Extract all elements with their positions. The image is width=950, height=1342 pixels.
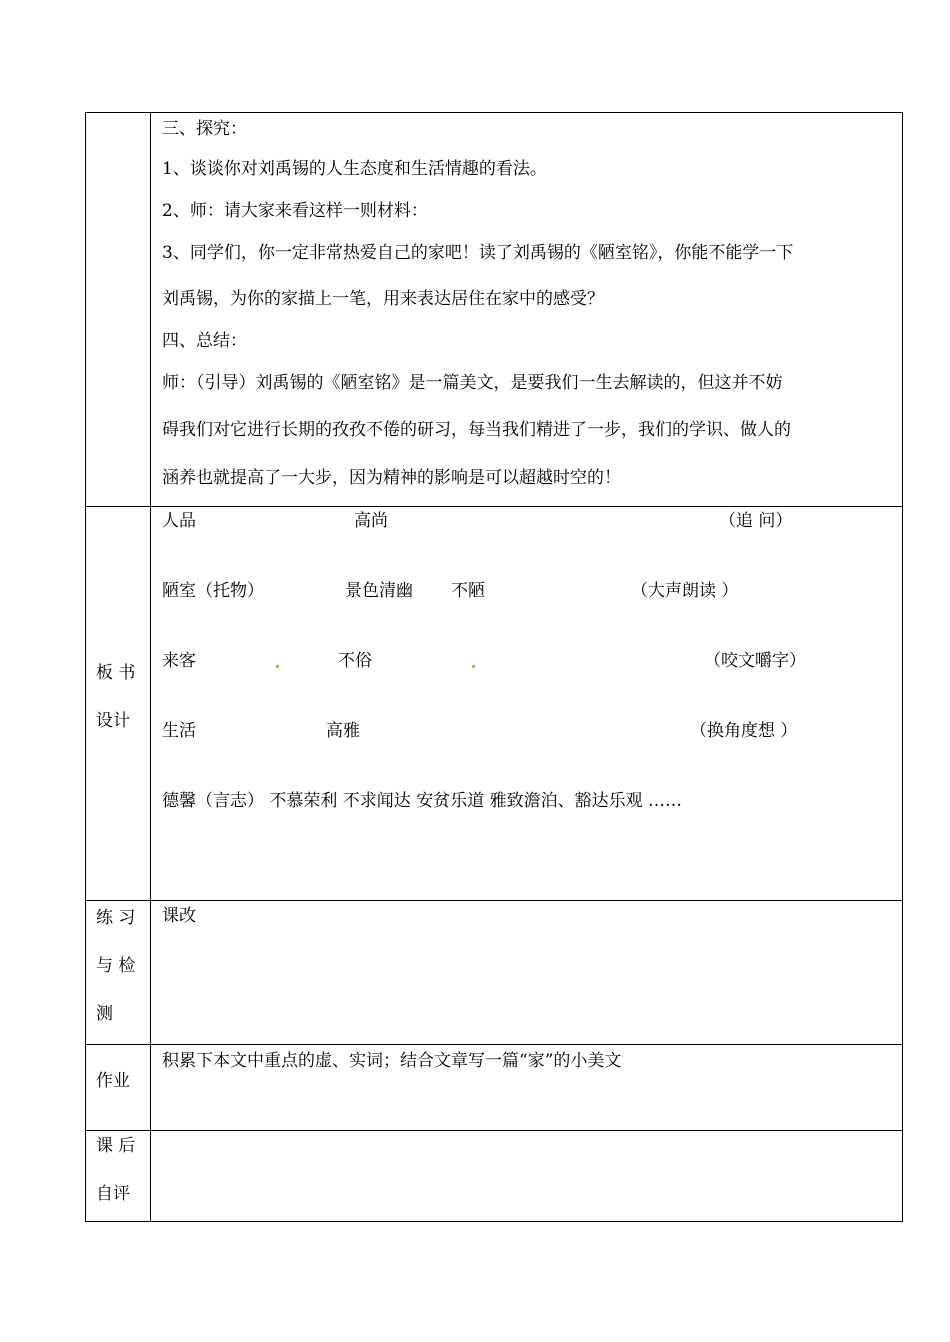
board-row-1-method: （追 问） xyxy=(719,511,793,531)
board-row-3-term: 来客 xyxy=(162,651,196,671)
board-row-2-term: 陋室（托物） xyxy=(162,581,264,601)
board-row-4-method: （换角度想 ） xyxy=(690,721,798,741)
row-divider xyxy=(86,1044,902,1045)
practice-label-line-1: 练 习 xyxy=(96,908,136,928)
explore-item-2: 2、师：请大家来看这样一则材料： xyxy=(162,201,428,221)
lesson-plan-table xyxy=(85,112,903,1222)
board-row-3-value: 不俗 xyxy=(338,651,372,671)
board-row-4-value: 高雅 xyxy=(326,721,360,741)
summary-line-3: 涵养也就提高了一大步，因为精神的影响是可以超越时空的！ xyxy=(162,468,621,488)
explore-item-1: 1、谈谈你对刘禹锡的人生态度和生活情趣的看法。 xyxy=(162,159,547,179)
board-row-1-value: 高尚 xyxy=(354,511,388,531)
board-row-2-extra: 不陋 xyxy=(451,581,485,601)
practice-content: 课改 xyxy=(162,906,196,926)
marker-dot xyxy=(472,665,475,668)
board-row-2-value: 景色清幽 xyxy=(345,581,413,601)
practice-label-line-2: 与 检 xyxy=(96,956,136,976)
explore-item-3-line-2: 刘禹锡，为你的家描上一笔，用来表达居住在家中的感受？ xyxy=(162,289,604,309)
explore-item-3-line-1: 3、同学们，你一定非常热爱自己的家吧！读了刘禹锡的《陋室铭》，你能不能学一下 xyxy=(162,243,794,263)
column-divider xyxy=(150,113,151,1221)
review-label-line-1: 课 后 xyxy=(96,1136,136,1156)
marker-dot xyxy=(276,665,279,668)
board-row-3-method: （咬文嚼字） xyxy=(704,651,806,671)
summary-line-2: 碍我们对它进行长期的孜孜不倦的研习，每当我们精进了一步，我们的学识、做人的 xyxy=(162,420,791,440)
summary-heading: 四、总结： xyxy=(162,331,247,351)
board-row-1-term: 人品 xyxy=(162,511,196,531)
explore-heading: 三、探究： xyxy=(162,119,247,139)
summary-line-1: 师：（引导）刘禹锡的《陋室铭》是一篇美文，是要我们一生去解读的，但这并不妨 xyxy=(162,373,783,393)
homework-content: 积累下本文中重点的虚、实词；结合文章写一篇“家”的小美文 xyxy=(162,1051,622,1071)
board-label-line-1: 板 书 xyxy=(96,663,136,683)
board-row-4-term: 生活 xyxy=(162,721,196,741)
row-divider xyxy=(86,1130,902,1131)
board-last-row: 德馨（言志） 不慕荣利 不求闻达 安贫乐道 雅致澹泊、豁达乐观 …… xyxy=(162,791,683,811)
practice-label-line-3: 测 xyxy=(96,1004,113,1024)
row-divider xyxy=(86,506,902,507)
board-label-line-2: 设计 xyxy=(96,711,130,731)
homework-label: 作业 xyxy=(96,1071,130,1091)
board-row-2-method: （大声朗读 ） xyxy=(631,581,739,601)
review-label-line-2: 自评 xyxy=(96,1184,130,1204)
row-divider xyxy=(86,900,902,901)
